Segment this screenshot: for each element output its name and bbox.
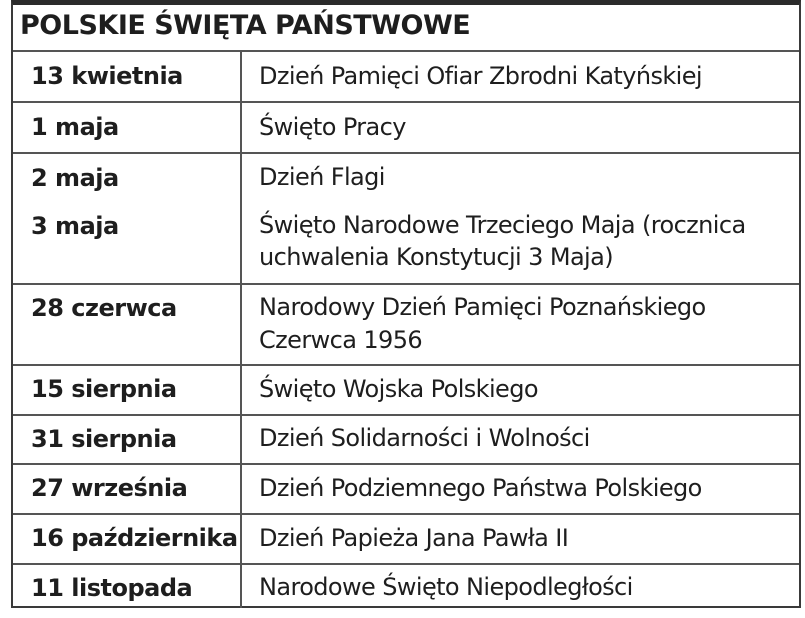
- table-row-holiday: Dzień Flagi: [259, 163, 385, 191]
- row-divider: [13, 283, 799, 285]
- table-row-date: 11 listopada: [31, 574, 193, 602]
- row-divider: [13, 414, 799, 416]
- row-divider: [13, 152, 799, 154]
- table-row-holiday: Dzień Solidarności i Wolności: [259, 424, 590, 452]
- table-row-date: 28 czerwca: [31, 294, 177, 322]
- row-divider: [13, 563, 799, 565]
- table-row-holiday: Dzień Pamięci Ofiar Zbrodni Katyńskiej: [259, 62, 702, 90]
- table-row-holiday: Święto Wojska Polskiego: [259, 375, 538, 403]
- table-row-date: 2 maja: [31, 164, 119, 192]
- row-divider: [13, 463, 799, 465]
- table-row-holiday: Święto Pracy: [259, 113, 406, 141]
- table-row-holiday: Dzień Papieża Jana Pawła II: [259, 524, 569, 552]
- table-row-holiday: Święto Narodowe Trzeciego Maja (rocznica: [259, 211, 746, 239]
- table-row-date: 31 sierpnia: [31, 425, 177, 453]
- row-divider: [13, 364, 799, 366]
- table-row-date: 3 maja: [31, 212, 119, 240]
- table-row-holiday-continued: uchwalenia Konstytucji 3 Maja): [259, 243, 613, 271]
- table-row-holiday-continued: Czerwca 1956: [259, 326, 423, 354]
- table-row-holiday: Dzień Podziemnego Państwa Polskiego: [259, 474, 702, 502]
- table-row-date: 16 października: [31, 524, 238, 552]
- table-title: POLSKIE ŚWIĘTA PAŃSTWOWE: [20, 10, 471, 41]
- table-row-date: 1 maja: [31, 113, 119, 141]
- table-row-date: 13 kwietnia: [31, 62, 183, 90]
- row-divider: [13, 513, 799, 515]
- column-divider: [240, 51, 242, 608]
- table-row-holiday: Narodowy Dzień Pamięci Poznańskiego: [259, 293, 706, 321]
- header-divider: [13, 50, 799, 52]
- table-row-date: 15 sierpnia: [31, 375, 177, 403]
- table-row-date: 27 września: [31, 474, 188, 502]
- row-divider: [13, 101, 799, 103]
- table-row-holiday: Narodowe Święto Niepodległości: [259, 573, 633, 601]
